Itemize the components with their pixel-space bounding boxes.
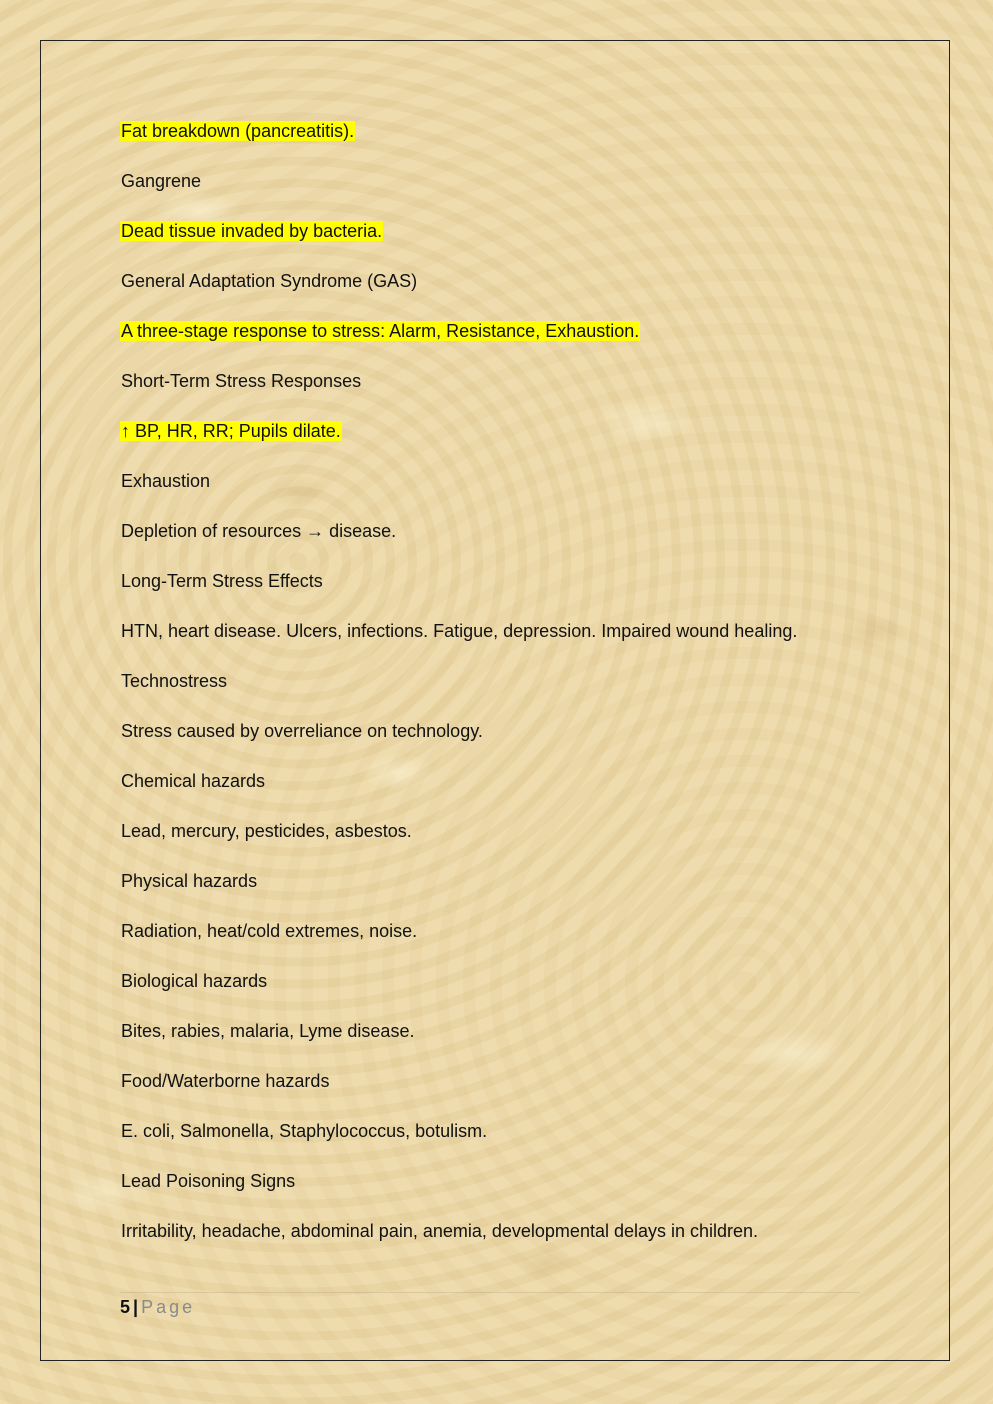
term-text: Chemical hazards xyxy=(121,771,266,791)
line-technostress-definition xyxy=(120,719,880,769)
line-gangrene-definition xyxy=(120,219,880,269)
line-exhaustion-definition xyxy=(120,519,880,569)
page-number: 5 xyxy=(120,1297,131,1317)
line-lead-poisoning xyxy=(120,1169,880,1219)
definition-text: Lead, mercury, pesticides, asbestos. xyxy=(121,821,412,841)
highlighted-text: A three-stage response to stress: Alarm, Resistance, Exhaustion. xyxy=(121,321,640,341)
page-label: Page xyxy=(141,1297,196,1317)
term-text: Lead Poisoning Signs xyxy=(121,1171,296,1191)
definition-text: Depletion of resources → disease. xyxy=(121,521,397,541)
line-exhaustion xyxy=(120,469,880,519)
term-text: Technostress xyxy=(121,671,228,691)
footer-separator: | xyxy=(133,1297,139,1317)
highlighted-text: Dead tissue invaded by bacteria. xyxy=(121,221,383,241)
line-gas-definition xyxy=(120,319,880,369)
footer-divider xyxy=(120,1292,860,1293)
term-text: Gangrene xyxy=(121,171,202,191)
definition-text: Bites, rabies, malaria, Lyme disease. xyxy=(121,1021,415,1041)
definition-text: Radiation, heat/cold extremes, noise. xyxy=(121,921,418,941)
document-body xyxy=(120,119,880,1269)
highlighted-text: ↑ BP, HR, RR; Pupils dilate. xyxy=(121,421,341,441)
line-long-term-stress xyxy=(120,569,880,619)
line-food-waterborne-definition xyxy=(120,1119,880,1169)
line-short-term-stress xyxy=(120,369,880,419)
definition-text: E. coli, Salmonella, Staphylococcus, botulism. xyxy=(121,1121,488,1141)
line-physical-hazards xyxy=(120,869,880,919)
line-long-term-definition xyxy=(120,619,880,669)
line-lead-poisoning-definition xyxy=(120,1219,880,1269)
term-text: Biological hazards xyxy=(121,971,268,991)
line-chemical-definition xyxy=(120,819,880,869)
definition-text: Stress caused by overreliance on technology. xyxy=(121,721,483,741)
line-biological-definition xyxy=(120,1019,880,1069)
line-short-term-definition xyxy=(120,419,880,469)
line-gas xyxy=(120,269,880,319)
line-pancreatitis xyxy=(120,119,880,169)
highlighted-text: Fat breakdown (pancreatitis). xyxy=(121,121,355,141)
term-text: Food/Waterborne hazards xyxy=(121,1071,330,1091)
line-technostress xyxy=(120,669,880,719)
line-gangrene xyxy=(120,169,880,219)
page-footer xyxy=(120,1295,195,1319)
line-chemical-hazards xyxy=(120,769,880,819)
definition-text: Irritability, headache, abdominal pain, anemia, developmental delays in children. xyxy=(121,1221,759,1241)
line-food-waterborne-hazards xyxy=(120,1069,880,1119)
term-text: Exhaustion xyxy=(121,471,211,491)
term-text: General Adaptation Syndrome (GAS) xyxy=(121,271,418,291)
line-physical-definition xyxy=(120,919,880,969)
term-text: Short-Term Stress Responses xyxy=(121,371,362,391)
line-biological-hazards xyxy=(120,969,880,1019)
term-text: Long-Term Stress Effects xyxy=(121,571,323,591)
term-text: Physical hazards xyxy=(121,871,258,891)
definition-text: HTN, heart disease. Ulcers, infections. Fatigue, depression. Impaired wound healing. xyxy=(121,621,798,641)
